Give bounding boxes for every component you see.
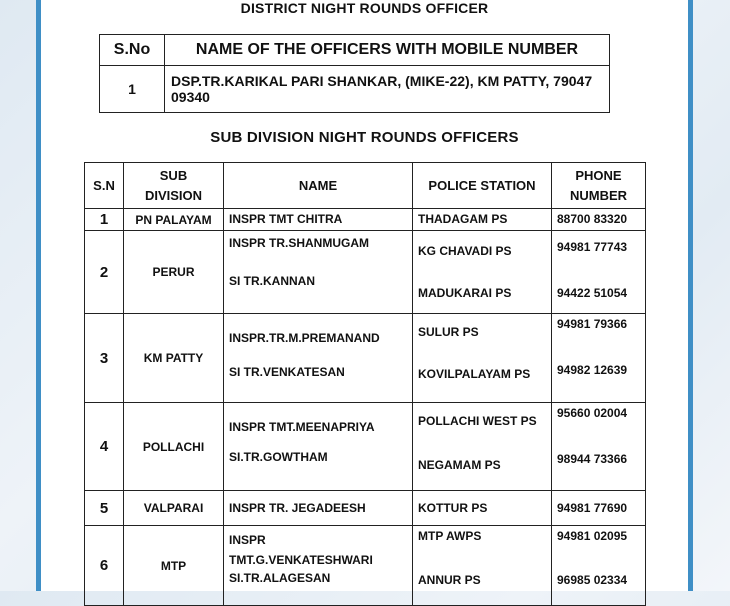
police-station-name: KG CHAVADI PS [418,244,512,258]
phone-number: 94981 79366 [557,317,628,331]
table-row [85,314,646,403]
phone-header-line1: PHONE [575,167,622,183]
phone-number: 94981 77743 [557,240,628,254]
officer-name: SI TR.KANNAN [229,274,315,288]
police-station-name: MTP AWPS [418,529,482,543]
table-header-row [100,35,610,66]
phone-number: 88700 83320 [557,212,628,226]
table-row [85,231,646,314]
officer-name: SI TR.VENKATESAN [229,365,345,379]
phone-number: 94981 02095 [557,529,628,543]
division-header-line2: DIVISION [144,187,203,203]
ps-cell [413,231,552,314]
sno-header: S.No [100,35,165,66]
phone-number: 94422 51054 [557,286,628,300]
name-cell [224,526,413,606]
phone-number: 94981 77690 [557,501,628,515]
right-border-line [688,0,693,591]
table-row [85,491,646,526]
name-cell [224,314,413,403]
document-page [41,0,688,591]
police-station-name: MADUKARAI PS [418,286,512,300]
division-cell: POLLACHI [124,403,224,491]
district-title: DISTRICT NIGHT ROUNDS OFFICER [240,0,489,16]
ps-cell [413,491,552,526]
officer-name: INSPR TMT CHITRA [229,212,343,226]
name-cell [224,491,413,526]
division-cell: VALPARAI [124,491,224,526]
officer-cell: DSP.TR.KARIKAL PARI SHANKAR, (MIKE-22), KM PATTY, 79047 09340 [165,66,610,113]
sn-cell: 4 [85,403,124,491]
ps-cell [413,403,552,491]
phone-cell [552,209,646,231]
officer-name: INSPR TMT.MEENAPRIYA [229,420,375,434]
sn-cell: 6 [85,526,124,606]
sub-division-table [84,162,646,606]
phone-cell [552,314,646,403]
police-station-name: NEGAMAM PS [418,458,501,472]
division-cell: MTP [124,526,224,606]
phone-header-line2: NUMBER [569,187,628,203]
police-station-name: SULUR PS [418,325,479,339]
officer-name-header: NAME OF THE OFFICERS WITH MOBILE NUMBER [165,35,610,66]
ps-cell [413,526,552,606]
phone-cell [552,526,646,606]
phone-cell [552,403,646,491]
officer-name: INSPR TR. JEGADEESH [229,501,366,515]
sn-cell: 2 [85,231,124,314]
sn-header: S.N [85,163,124,209]
phone-header [552,163,646,209]
division-cell: KM PATTY [124,314,224,403]
name-cell [224,231,413,314]
name-header: NAME [224,163,413,209]
police-station-name: KOVILPALAYAM PS [418,367,531,381]
police-station-name: KOTTUR PS [418,501,488,515]
division-header [124,163,224,209]
phone-cell [552,491,646,526]
ps-cell [413,209,552,231]
name-cell [224,209,413,231]
officer-name: INSPR TMT.G.VENKATESHWARI [229,533,373,567]
police-station-header: POLICE STATION [413,163,552,209]
sn-cell: 5 [85,491,124,526]
table-header-row [85,163,646,209]
table-row [85,209,646,231]
sn-cell: 1 [85,209,124,231]
sub-division-title: SUB DIVISION NIGHT ROUNDS OFFICERS [210,129,519,146]
officer-name: INSPR TR.SHANMUGAM [229,236,369,250]
phone-cell [552,231,646,314]
division-cell: PERUR [124,231,224,314]
sn-cell: 3 [85,314,124,403]
phone-number: 96985 02334 [557,573,628,587]
officer-name: SI.TR.GOWTHAM [229,450,328,464]
table-row [100,66,610,113]
table-row [85,526,646,606]
division-cell: PN PALAYAM [124,209,224,231]
phone-number: 95660 02004 [557,406,628,420]
ps-cell [413,314,552,403]
name-cell [224,403,413,491]
officer-name: SI.TR.ALAGESAN [229,571,331,585]
police-station-name: ANNUR PS [418,573,481,587]
phone-number: 94982 12639 [557,363,628,377]
phone-number: 98944 73366 [557,452,628,466]
division-header-line1: SUB [159,167,188,183]
police-station-name: THADAGAM PS [418,212,508,226]
police-station-name: POLLACHI WEST PS [418,414,537,428]
district-officer-table [99,34,610,113]
sno-cell: 1 [100,66,165,113]
officer-name: INSPR.TR.M.PREMANAND [229,331,380,345]
table-row [85,403,646,491]
